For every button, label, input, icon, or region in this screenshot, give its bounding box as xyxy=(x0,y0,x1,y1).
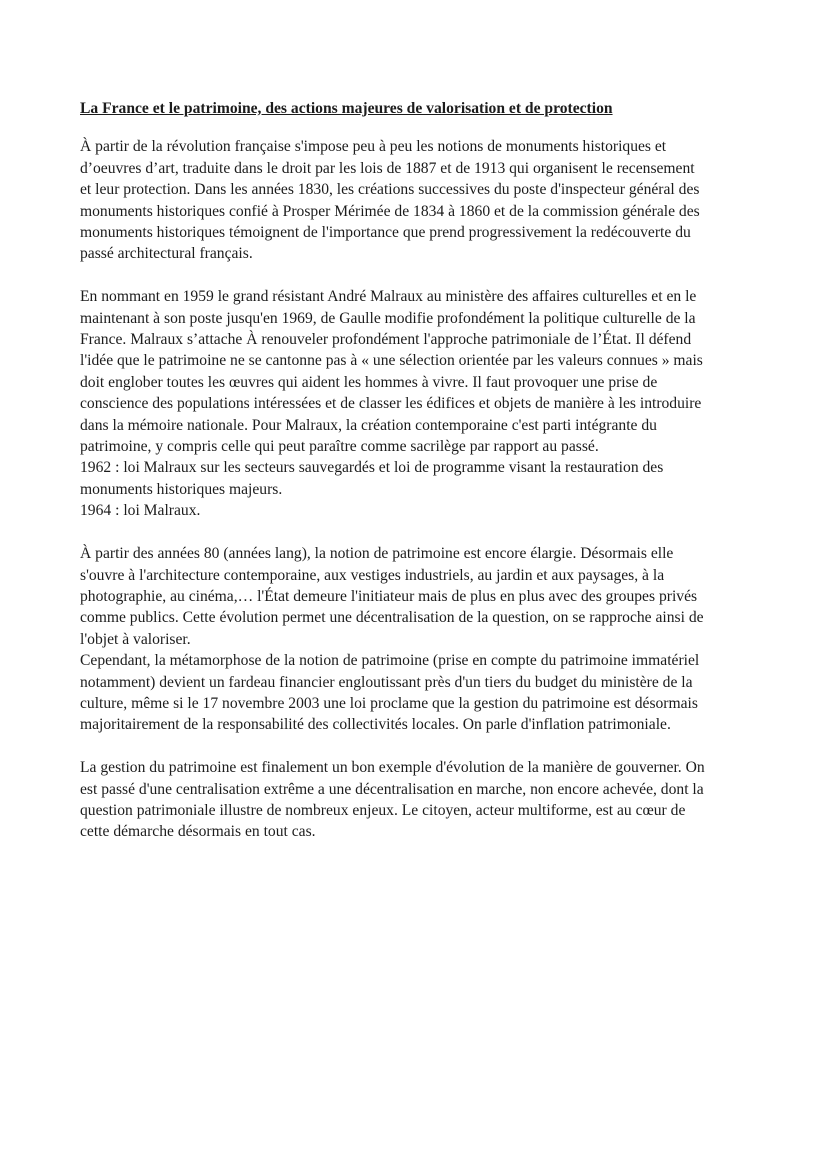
paragraph-line: France. Malraux s’attache À renouveler profondément l'approche patrimoniale de l’État. Il défend xyxy=(80,331,692,349)
paragraph-line: À partir des années 80 (années lang), la notion de patrimoine est encore élargie. Désormais elle xyxy=(80,545,674,563)
paragraph-line: comme publics. Cette évolution permet une décentralisation de la question, on se rapproche ainsi de xyxy=(80,609,704,627)
paragraph-line: l'objet à valoriser. xyxy=(80,630,191,648)
paragraph-line: cette démarche désormais en tout cas. xyxy=(80,823,316,841)
paragraph-1 xyxy=(80,136,752,264)
paragraph-line: s'ouvre à l'architecture contemporaine, aux vestiges industriels, au jardin et aux paysages, à la xyxy=(80,566,665,584)
paragraph-2 xyxy=(80,286,752,521)
paragraph-line: maintenant à son poste jusqu'en 1969, de Gaulle modifie profondément la politique culturelle de la xyxy=(80,309,696,327)
paragraph-line: monuments historiques confié à Prosper Mérimée de 1834 à 1860 et de la commission générale des xyxy=(80,202,700,220)
paragraph-line: passé architectural français. xyxy=(80,245,253,263)
paragraph-line: monuments historiques témoignent de l'importance que prend progressivement la redécouverte du xyxy=(80,224,691,242)
paragraph-line: 1962 : loi Malraux sur les secteurs sauvegardés et loi de programme visant la restauration des xyxy=(80,459,664,477)
paragraph-line: La gestion du patrimoine est finalement un bon exemple d'évolution de la manière de gouverner. On xyxy=(80,759,705,777)
paragraph-line: est passé d'une centralisation extrême a une décentralisation en marche, non encore achevée, dont la xyxy=(80,780,704,798)
paragraph-line: notamment) devient un fardeau financier engloutissant près d'un tiers du budget du ministère de la xyxy=(80,673,693,691)
document-body xyxy=(80,98,752,864)
paragraph-line: Cependant, la métamorphose de la notion de patrimoine (prise en compte du patrimoine immatériel xyxy=(80,652,700,670)
paragraph-line: 1964 : loi Malraux. xyxy=(80,502,201,520)
paragraph-line: photographie, au cinéma,… l'État demeure l'initiateur mais de plus en plus avec des groupes privés xyxy=(80,587,698,605)
paragraph-line: conscience des populations intéressées et de classer les édifices et objets de manière à les introduire xyxy=(80,395,702,413)
paragraph-3 xyxy=(80,543,752,736)
paragraph-line: À partir de la révolution française s'impose peu à peu les notions de monuments historiques et xyxy=(80,138,667,156)
paragraph-line: l'idée que le patrimoine ne se cantonne pas à « une sélection orientée par les valeurs connues » mais xyxy=(80,352,703,370)
paragraph-line: patrimoine, y compris celle qui peut paraître comme sacrilège par rapport au passé. xyxy=(80,438,599,456)
paragraph-line: monuments historiques majeurs. xyxy=(80,480,283,498)
paragraph-line: majoritairement de la responsabilité des collectivités locales. On parle d'inflation patrimoniale. xyxy=(80,716,671,734)
paragraph-line: question patrimoniale illustre de nombreux enjeux. Le citoyen, acteur multiforme, est au cœur de xyxy=(80,801,686,819)
paragraph-line: et leur protection. Dans les années 1830, les créations successives du poste d'inspecteur général des xyxy=(80,181,700,199)
paragraph-line: dans la mémoire nationale. Pour Malraux, la création contemporaine c'est parti intégrante du xyxy=(80,416,657,434)
document-title: La France et le patrimoine, des actions majeures de valorisation et de protection xyxy=(80,100,613,117)
paragraph-line: culture, même si le 17 novembre 2003 une loi proclame que la gestion du patrimoine est désormais xyxy=(80,694,698,712)
paragraph-4 xyxy=(80,757,752,843)
paragraph-line: d’oeuvres d’art, traduite dans le droit par les lois de 1887 et de 1913 qui organisent le recensement xyxy=(80,159,695,177)
paragraph-line: doit englober toutes les œuvres qui aident les hommes à vivre. Il faut provoquer une prise de xyxy=(80,373,658,391)
paragraph-line: En nommant en 1959 le grand résistant André Malraux au ministère des affaires culturelles et en le xyxy=(80,288,697,306)
